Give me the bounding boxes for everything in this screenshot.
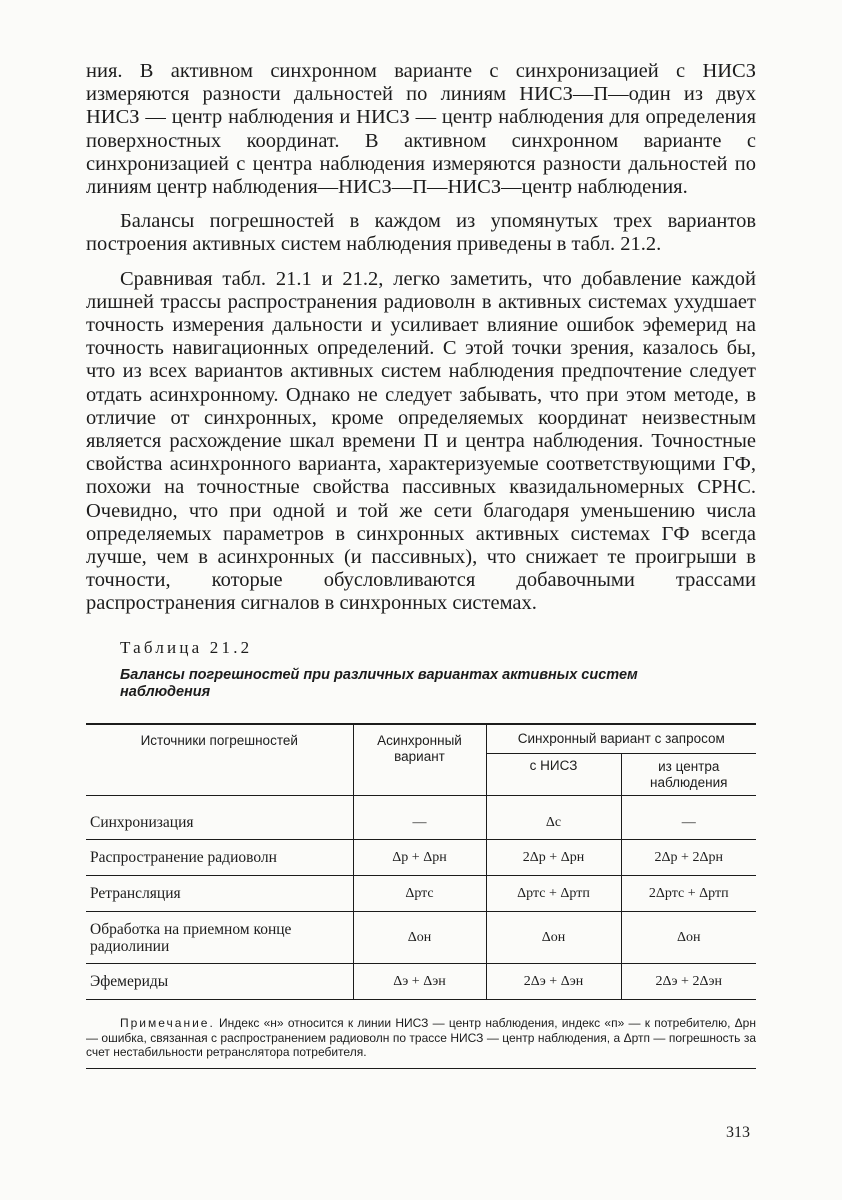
row-async: Δэ + Δэн: [353, 964, 486, 1000]
row-nisz: 2Δэ + Δэн: [486, 964, 621, 1000]
table-row: [86, 876, 756, 912]
row-center: —: [681, 815, 696, 831]
row-source: Эфемериды: [86, 964, 353, 1000]
note-text: Индекс «н» относится к линии НИСЗ — центр наблюдения, индекс «п» — к потребителю, Δрн — ошибка, связанная с распространением радиоволн по трассе НИСЗ — центр наблюдения, а Δртп — погрешность за счет нестабильности ретранслятора потребителя.: [86, 1016, 756, 1060]
row-nisz: Δртс + Δртп: [486, 876, 621, 912]
table-note: [86, 1016, 756, 1060]
header-sources: Источники погрешностей: [86, 724, 353, 796]
row-source: Ретрансляция: [86, 876, 353, 912]
row-async: Δртс: [353, 876, 486, 912]
paragraph-3: Сравнивая табл. 21.1 и 21.2, легко заметить, что добавление каждой лишней трассы распространения радиоволн в активных системах ухудшает точность измерения дальности и усиливает влияние ошибок эфемерид на точность навигационных определений. С этой точки зрения, казалось бы, что из всех вариантов активных систем наблюдения предпочтение следует отдать асинхронному. Однако не следует забывать, что при этом методе, в отличие от синхронных, кроме определяемых координат неизвестным является расхождение шкал времени П и центра наблюдения. Точностные свойства асинхронного варианта, характеризуемые соответствующими ГФ, похожи на точностные свойства пассивных квазидальномерных СРНС. Очевидно, что при одной и той же сети благодаря уменьшению числа определяемых параметров в синхронных активных системах ГФ всегда лучше, чем в асинхронных (и пассивных), что снижает те проигрыши в точности, которые обусловливаются добавочными трассами распространения сигналов в синхронных системах.: [86, 267, 756, 615]
table-row: [86, 912, 756, 964]
row-async: —: [353, 796, 486, 840]
row-center: 2Δэ + 2Δэн: [655, 973, 722, 989]
row-nisz: Δон: [486, 912, 621, 964]
header-sync-nisz: с НИСЗ: [486, 754, 621, 796]
header-sync-group: Синхронный вариант с запросом: [486, 724, 756, 754]
table-row: [86, 840, 756, 876]
row-center: Δон: [677, 929, 701, 945]
table-row: [86, 964, 756, 1000]
row-nisz: 2Δр + Δрн: [486, 840, 621, 876]
row-source: Распространение радиоволн: [86, 840, 353, 876]
paragraph-1: ния. В активном синхронном варианте с синхронизацией с НИСЗ измеряются разности дальностей по линиям НИСЗ—П—один из двух НИСЗ — центр наблюдения и НИСЗ — центр наблюдения для определения поверхностных координат. В активном синхронном варианте с синхронизацией с центра наблюдения измеряются разности дальностей по линиям центр наблюдения—НИСЗ—П—НИСЗ—центр наблюдения.: [86, 60, 756, 199]
row-async: Δр + Δрн: [353, 840, 486, 876]
table-title: Балансы погрешностей при различных вариантах активных систем наблюдения: [120, 666, 638, 700]
note-label: Примечание.: [120, 1016, 215, 1031]
row-center: 2Δртс + Δртп: [648, 885, 729, 901]
error-balance-table: [86, 723, 756, 1001]
row-nisz: Δс: [486, 796, 621, 840]
note-divider: [86, 1068, 756, 1069]
row-source: Обработка на приемном конце радиолинии: [86, 912, 353, 964]
table-caption: Таблица 21.2: [120, 637, 253, 657]
row-async: Δон: [353, 912, 486, 964]
page-body: [86, 60, 756, 1069]
table-row: [86, 796, 756, 840]
paragraph-2: Балансы погрешностей в каждом из упомянутых трех вариантов построения активных систем наблюдения приведены в табл. 21.2.: [86, 210, 756, 256]
row-center: 2Δр + 2Δрн: [654, 849, 723, 865]
header-sync-center: из центра наблюдения: [621, 754, 756, 796]
row-source: Синхронизация: [86, 796, 353, 840]
header-async: Асинхронный вариант: [353, 724, 486, 796]
page-number: 313: [726, 1124, 750, 1141]
